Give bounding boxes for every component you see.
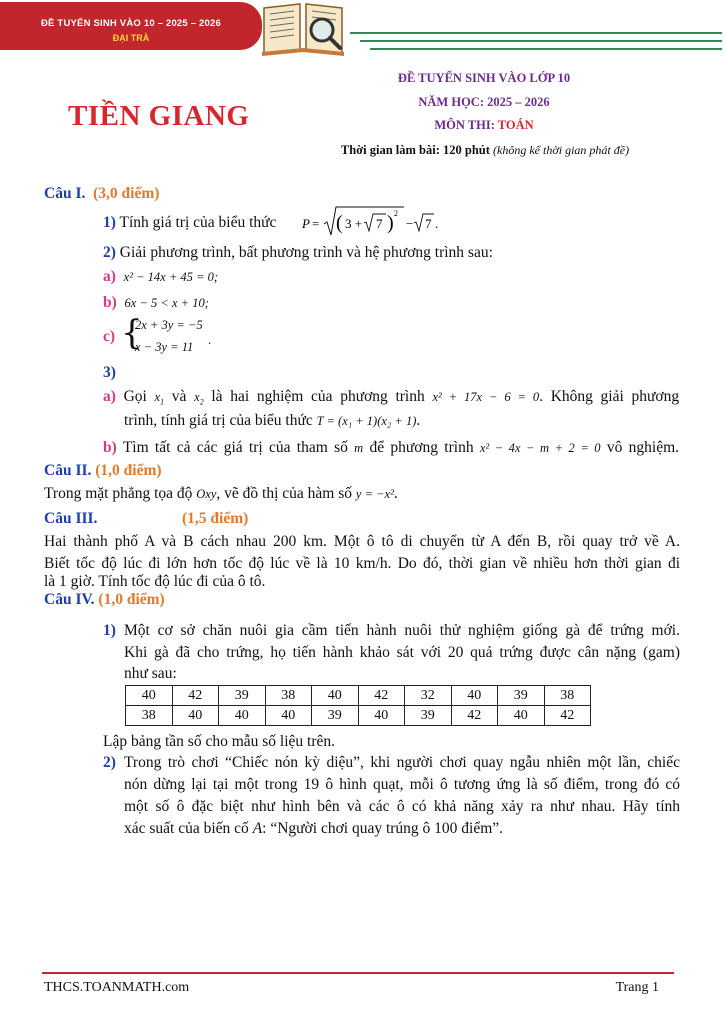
table-cell: 39 [312,706,359,726]
q1-part3 [103,362,116,384]
table-cell: 42 [358,686,405,706]
q4-label: Câu IV. [44,591,95,608]
q1-part1-text: Tính giá trị của biểu thức [119,214,277,231]
svg-text:2: 2 [394,209,398,218]
q4-part2-number: 2) [103,754,116,771]
q2-func: y = −x² [355,487,394,501]
table-cell: 40 [265,706,312,726]
header-banner [0,2,262,50]
school-year: NĂM HỌC: 2025 – 2026 [418,95,550,109]
radical-expression [300,204,440,238]
table-cell: 38 [265,686,312,706]
system-eq1: 2x + 3y = −5 [135,318,203,332]
time-limit-note: (không kể thời gian phát đề) [493,143,630,157]
time-limit-bold: Thời gian làm bài: 120 phút [340,143,490,157]
table-cell: 40 [358,706,405,726]
table-cell: 39 [405,706,452,726]
q1-part2-text: Giải phương trình, bất phương trình và hệ phương trình sau: [119,244,493,261]
q4-points: (1,0 điểm) [98,591,165,608]
q1-part2a-label: a) [103,268,116,285]
q1-part3a-expr: T = (x₁ + 1)(x₂ + 1) [316,414,417,428]
q4-part1-line1: Một cơ sở chăn nuôi gia cầm tiến hành nuôi thử nghiệm giống gà để trứng mới. [124,622,680,639]
table-cell: 42 [451,706,498,726]
book-magnifier-icon [258,0,348,60]
table-cell: 40 [451,686,498,706]
q1-part2b-label: b) [103,294,117,311]
q1-part2b [103,292,209,314]
q4-part1-line3: như sau: [124,665,177,682]
system-eq2: x − 3y = 11 [135,340,194,354]
q4-part1-line2: Khi gà đã cho trứng, họ tiến hành khảo sát với 20 quả trứng được cân nặng (gam) [124,644,680,661]
q1-part3b-post: vô nghiệm. [606,439,680,456]
q3-line3: là 1 giờ. Tính tốc độ lúc đi của ô tô. [44,573,266,590]
table-cell: 42 [172,686,219,706]
q4-part1-number: 1) [103,622,116,639]
table-cell: 39 [219,686,266,706]
svg-text:7: 7 [376,216,383,231]
q4-part2-line4-pre: xác suất của biến cố [124,820,249,837]
svg-text:3 +: 3 + [345,216,363,231]
q1-part3b-eq: x² − 4x − m + 2 = 0 [479,441,601,455]
table-cell: 38 [544,686,591,706]
header-line [350,32,722,34]
q1-part3b-m: m [354,441,364,455]
time-limit [300,143,670,158]
table-cell: 42 [544,706,591,726]
province-title: TIỀN GIANG [68,100,250,132]
q4-after-table: Lập bảng tần số cho mẫu số liệu trên. [103,733,336,750]
svg-text:−: − [406,216,414,231]
q1-part3a-line1: a) Gọi $x_1$ và $x_2$ là hai nghiệm của phương trình x² + 17x − 6 = 0. Không giải phương [103,388,680,407]
table-cell: 40 [498,706,545,726]
q1-part2c-label: c) [103,328,116,345]
system-brace: { [121,313,143,353]
system-period: . [208,332,212,347]
q1-part3a-line2: trình, tính giá trị của biểu thức T = (x₁ + 1)(x₂ + 1). [124,412,421,429]
svg-text:(: ( [336,212,343,234]
q2-label: Câu II. [44,462,92,479]
q1-part3a-eq: x² + 17x − 6 = 0 [432,390,540,404]
table-cell: 40 [219,706,266,726]
q1-part3a-pre: Gọi [123,388,147,405]
q1-part3b-label: b) [103,439,117,456]
q1-part1 [103,212,276,234]
q1-label: Câu I. [44,185,86,202]
q1-part3b-pre: Tìm tất cả các giá trị của tham số [122,439,348,456]
header-line [360,40,722,42]
q3-line2: Biết tốc độ lúc đi lớn hơn tốc độ lúc về là 10 km/h. Do đó, thời gian về nhiều hơn thời gian đi [44,555,680,572]
q1-part2-number: 2) [103,244,116,261]
banner-title: ĐỀ TUYỂN SINH VÀO 10 – 2025 – 2026 [41,18,221,29]
q1-part2a [103,266,218,288]
q4-part2-line4 [124,818,503,840]
q3-points [182,508,248,530]
q4-part2-line1: Trong trò chơi “Chiếc nón kỳ diệu”, khi người chơi quay ngẫu nhiên một lần, chiếc [124,754,680,771]
q1-part3-number: 3) [103,364,116,381]
q3-line1: Hai thành phố A và B cách nhau 200 km. Một ô tô di chuyển từ A đến B, rồi quay trở về A. [44,533,680,550]
table-cell: 38 [126,706,173,726]
q3-heading [44,508,97,530]
q1-part3b-mid: để phương trình [369,439,474,456]
table-cell: 40 [126,686,173,706]
subject-line [334,118,634,133]
q1-part3a-label: a) [103,388,116,405]
q1-part2a-expr: x² − 14x + 45 = 0; [123,270,218,284]
subject-prefix: MÔN THI: [434,118,498,132]
q1-part3a-line2-text: trình, tính giá trị của biểu thức [124,412,313,429]
header-line [370,48,722,50]
q1-points: (3,0 điểm) [93,185,160,202]
q1-part3a-post: . Không giải phương [539,388,680,405]
footer-site: THCS.TOANMATH.com [44,980,190,995]
q4-part2-line4-post: : “Người chơi quay trúng ô 100 điểm”. [262,820,504,837]
footer-page: Trang 1 [615,980,659,995]
svg-text:.: . [435,216,439,231]
q4-event-A: A [252,820,263,837]
banner-subtitle: ĐẠI TRÀ [112,33,150,43]
footer-line [42,972,674,974]
svg-text:): ) [387,212,394,234]
svg-text:=: = [312,216,320,231]
exam-title: ĐỀ TUYỂN SINH VÀO LỚP 10 [397,71,571,85]
q2-text: Trong mặt phẳng tọa độ Oxy, vẽ đồ thị của hàm số y = −x². [44,485,398,502]
q1-part2c [103,326,115,348]
table-cell: 32 [405,686,452,706]
table-cell: 40 [312,686,359,706]
egg-weight-table [125,685,591,726]
q1-part2 [103,242,493,264]
q1-part1-number: 1) [103,214,116,231]
q1-part3b [103,437,679,459]
table-cell: 39 [498,686,545,706]
q1-part3a-and: và [171,388,187,405]
q1-part3a-mid: là hai nghiệm của phương trình [211,388,425,405]
q2-text-mid: , vẽ đồ thị của hàm số [216,485,353,502]
subject-name: TOÁN [497,118,534,132]
svg-text:P: P [302,216,310,231]
q4-part2-line2: nón dừng lại tại một trong 19 ô hình quạt, mỗi ô tương ứng là số điểm, trong đó có [124,776,680,793]
q2-oxy: Oxy [196,487,217,501]
q2-text-pre: Trong mặt phẳng tọa độ [44,485,193,502]
q4-part2-line3: một số ô đặc biệt như hình bên và các ô có khả năng xảy ra như nhau. Hãy tính [124,798,680,815]
table-row [126,686,591,706]
q1-heading [44,183,159,205]
svg-text:7: 7 [425,216,432,231]
q2-points: (1,0 điểm) [95,462,162,479]
q2-heading [44,460,162,482]
q3-label: Câu III. [44,510,98,527]
q1-part2b-expr: 6x − 5 < x + 10; [124,296,209,310]
q3-points-text: (1,5 điểm) [182,510,249,527]
table-row [126,706,591,726]
q4-heading [44,589,165,611]
table-cell: 40 [172,706,219,726]
